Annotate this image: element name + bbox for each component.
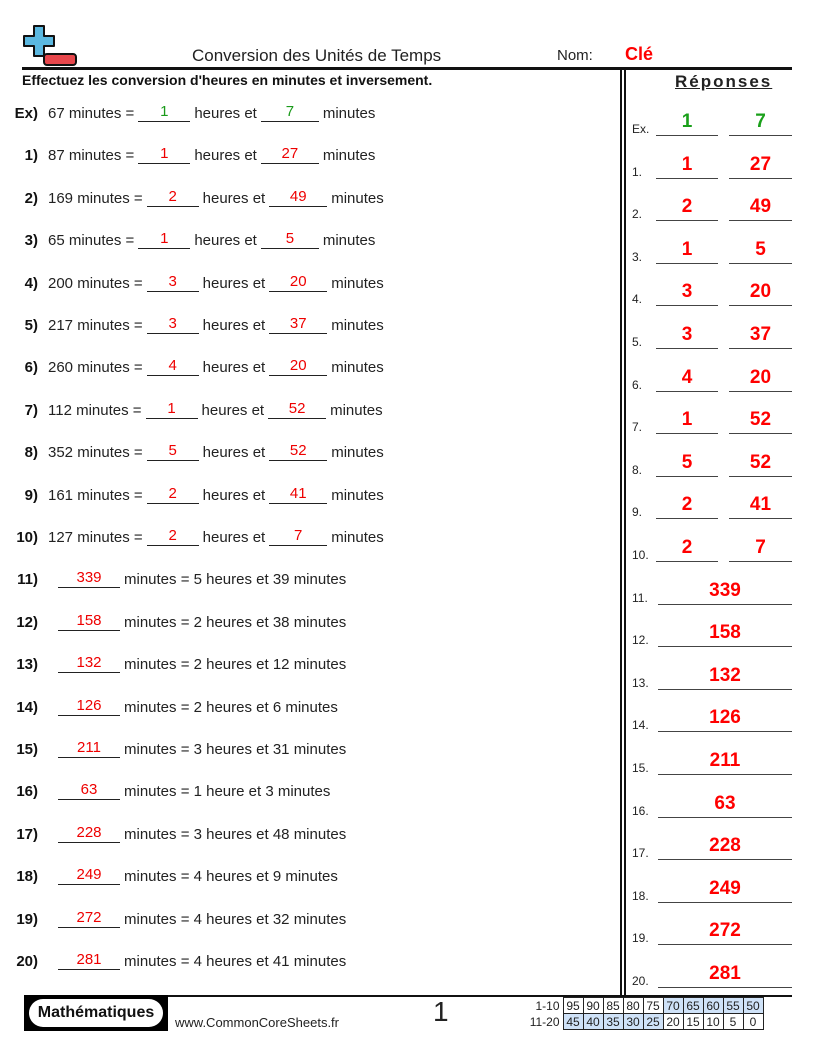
score-cell: 65 — [683, 998, 703, 1014]
problem-number: 17) — [16, 825, 38, 843]
page-number: 1 — [433, 996, 449, 1027]
problem-number: 1) — [24, 147, 38, 165]
answer-row — [632, 830, 792, 860]
hours-answer-blank[interactable]: 5 — [147, 441, 199, 461]
answer-label: 6. — [632, 377, 643, 392]
minutes-equals-label: minutes = — [68, 105, 135, 122]
hours-and-label: heures et — [202, 529, 266, 546]
hours-and-label: heures et — [202, 317, 266, 334]
hours-answer-blank[interactable]: 4 — [147, 356, 199, 376]
problem-number: 8) — [24, 444, 38, 462]
answer-row — [632, 149, 792, 179]
minutes-label: minutes — [331, 444, 384, 462]
score-cell: 60 — [703, 998, 723, 1014]
hours-and-label: heures et — [202, 274, 266, 292]
score-cell: 40 — [583, 1014, 603, 1030]
total-minutes-answer-blank[interactable]: 249 — [58, 865, 120, 885]
given-minutes: 87 — [48, 147, 65, 165]
answer-row — [632, 575, 792, 605]
hours-answer-blank[interactable]: 3 — [147, 314, 199, 334]
answer-hours: 2 — [656, 493, 718, 519]
score-row — [525, 998, 763, 1014]
answer-total-minutes: 158 — [658, 621, 792, 647]
problem-number: 14) — [16, 698, 38, 716]
answer-hours: 5 — [656, 451, 718, 477]
minutes-label: minutes — [322, 232, 376, 250]
given-minutes: 169 — [48, 189, 74, 207]
answer-hours: 3 — [656, 323, 718, 349]
minutes-answer-blank[interactable]: 20 — [269, 356, 327, 376]
hours-answer-blank[interactable]: 1 — [138, 229, 190, 249]
hours-answer-blank[interactable]: 1 — [146, 399, 198, 419]
problem-text: minutes = 5 heures et 39 minutes — [124, 571, 347, 589]
problem-number: 10) — [16, 529, 38, 546]
minutes-answer-blank[interactable]: 49 — [269, 187, 327, 207]
problem-row — [0, 395, 383, 419]
score-cell: 25 — [643, 1014, 663, 1030]
problem-number: 20) — [16, 953, 38, 970]
minutes-label: minutes — [331, 189, 384, 207]
answer-example — [632, 106, 792, 136]
answer-label: Ex. — [632, 122, 650, 136]
answer-minutes: 20 — [729, 366, 792, 392]
problem-number: 9) — [24, 486, 38, 504]
problem-text: minutes = 3 heures et 48 minutes — [124, 825, 347, 843]
problem-row — [0, 776, 330, 800]
hours-answer-blank[interactable]: 2 — [147, 187, 199, 207]
problem-number: 12) — [16, 613, 38, 631]
answer-row — [632, 191, 792, 221]
minutes-answer-blank[interactable]: 27 — [261, 144, 319, 164]
problem-row — [0, 692, 338, 716]
problem-number: 3) — [24, 232, 38, 250]
answer-label: 19. — [632, 931, 649, 946]
answer-label: 8. — [632, 462, 643, 477]
score-cell: 10 — [703, 1014, 723, 1030]
hours-and-label: heures et — [202, 444, 266, 462]
answer-label: 3. — [632, 249, 643, 264]
problem-number: 15) — [16, 741, 38, 758]
problem-number: 7) — [24, 401, 38, 419]
answer-label: 1. — [632, 164, 643, 179]
answer-hours: 2 — [656, 195, 718, 221]
hours-answer-blank[interactable]: 2 — [147, 526, 199, 546]
problem-row — [0, 183, 384, 207]
hours-answer-blank[interactable]: 2 — [147, 484, 199, 504]
answer-label: 13. — [632, 675, 649, 690]
score-range-label: 11-20 — [529, 1014, 560, 1029]
minutes-equals-label: minutes = — [77, 486, 143, 504]
score-cell: 95 — [563, 998, 583, 1014]
answer-row — [632, 532, 792, 562]
problem-number: 2) — [24, 189, 38, 207]
answer-total-minutes: 126 — [658, 706, 792, 732]
total-minutes-answer-blank[interactable]: 132 — [58, 653, 120, 673]
answer-row — [632, 617, 792, 647]
answer-hours: 1 — [656, 153, 718, 179]
answer-hours: 1 — [656, 238, 718, 264]
minutes-equals-label: minutes = — [77, 189, 143, 207]
problem-row — [0, 861, 338, 885]
score-cell: 70 — [663, 998, 683, 1014]
problem-row — [0, 819, 346, 843]
total-minutes-answer-blank[interactable]: 228 — [58, 823, 120, 843]
worksheet-title: Conversion des Unités de Temps — [192, 46, 442, 65]
minutes-label: minutes — [331, 486, 384, 504]
problem-number: Ex) — [14, 105, 38, 122]
answer-row — [632, 915, 792, 945]
score-table — [525, 997, 764, 1030]
score-cell: 85 — [603, 998, 623, 1014]
answer-row — [632, 447, 792, 477]
hours-and-label: heures et — [202, 189, 266, 207]
given-minutes: 127 — [48, 529, 74, 546]
total-minutes-answer-blank[interactable]: 281 — [58, 950, 120, 970]
problem-text: minutes = 1 heure et 3 minutes — [124, 783, 331, 801]
minutes-label: minutes — [322, 105, 376, 122]
instructions: Effectuez les conversion d'heures en minutes et inversement. — [22, 72, 433, 88]
answer-hours: 1 — [656, 110, 718, 136]
problem-number: 16) — [16, 783, 38, 801]
total-minutes-answer-blank[interactable]: 126 — [58, 696, 120, 716]
problem-text: minutes = 2 heures et 38 minutes — [124, 613, 347, 631]
score-cell: 20 — [663, 1014, 683, 1030]
problem-number: 18) — [16, 868, 38, 886]
name-label: Nom: — [557, 47, 593, 64]
hours-and-label: heures et — [194, 105, 257, 122]
answer-label: 18. — [632, 888, 649, 903]
score-cell: 30 — [623, 1014, 643, 1030]
problem-row — [0, 140, 375, 164]
minutes-answer-blank[interactable]: 20 — [269, 272, 327, 292]
problem-row — [0, 649, 346, 673]
score-cell: 5 — [723, 1014, 743, 1030]
answer-minutes: 7 — [729, 536, 792, 562]
given-minutes: 161 — [48, 486, 74, 504]
answer-row — [632, 660, 792, 690]
answer-row — [632, 404, 792, 434]
minutes-answer-blank[interactable]: 41 — [269, 484, 327, 504]
answer-label: 12. — [632, 633, 649, 648]
answer-label: 14. — [632, 718, 649, 733]
answer-hours: 3 — [656, 280, 718, 306]
answer-hours: 1 — [656, 408, 718, 434]
problem-row — [0, 352, 384, 376]
minutes-equals-label: minutes = — [68, 147, 135, 165]
answer-label: 17. — [632, 846, 649, 861]
problem-text: minutes = 3 heures et 31 minutes — [124, 741, 347, 758]
problem-text: minutes = 2 heures et 12 minutes — [124, 656, 347, 674]
answer-total-minutes: 339 — [658, 579, 792, 605]
score-cell: 80 — [623, 998, 643, 1014]
total-minutes-answer-blank[interactable]: 339 — [58, 568, 120, 588]
answer-row — [632, 234, 792, 264]
hours-and-label: heures et — [202, 486, 266, 504]
answer-row — [632, 958, 792, 988]
problem-text: minutes = 4 heures et 32 minutes — [124, 910, 347, 928]
score-cell: 15 — [683, 1014, 703, 1030]
given-minutes: 67 — [48, 105, 65, 122]
given-minutes: 65 — [48, 232, 65, 250]
minutes-equals-label: minutes = — [77, 317, 143, 334]
minutes-answer-blank[interactable]: 5 — [261, 229, 319, 249]
score-cell: 0 — [743, 1014, 763, 1030]
answer-minutes: 20 — [729, 280, 792, 306]
hours-answer-blank[interactable]: 1 — [138, 144, 190, 164]
problem-row — [0, 904, 346, 928]
subject-badge: Mathématiques — [29, 999, 163, 1027]
problem-row — [0, 734, 346, 758]
answer-row — [632, 319, 792, 349]
problem-number: 13) — [16, 656, 38, 674]
answer-total-minutes: 63 — [658, 792, 792, 818]
minutes-label: minutes — [331, 359, 384, 377]
given-minutes: 352 — [48, 444, 74, 462]
answer-label: 4. — [632, 292, 643, 307]
logo-icon — [22, 24, 80, 68]
problem-row — [0, 310, 384, 334]
answer-label: 10. — [632, 548, 649, 562]
problem-text: minutes = 2 heures et 6 minutes — [124, 698, 338, 716]
score-cell: 50 — [743, 998, 763, 1014]
minutes-label: minutes — [322, 147, 376, 165]
minutes-equals-label: minutes = — [77, 274, 143, 292]
score-cell: 90 — [583, 998, 603, 1014]
minutes-equals-label: minutes = — [68, 232, 135, 250]
answer-total-minutes: 249 — [658, 877, 792, 903]
answer-row — [632, 276, 792, 306]
minutes-label: minutes — [331, 317, 384, 334]
answer-minutes: 27 — [729, 153, 792, 179]
header-rule — [22, 67, 792, 70]
answer-row — [632, 489, 792, 519]
total-minutes-answer-blank[interactable]: 63 — [58, 780, 120, 800]
name-value: Clé — [625, 44, 654, 64]
problem-row — [0, 564, 346, 588]
minutes-answer-blank[interactable]: 52 — [268, 399, 326, 419]
answer-row — [632, 788, 792, 818]
answer-row — [632, 362, 792, 392]
hours-answer-blank[interactable]: 3 — [147, 272, 199, 292]
answer-total-minutes: 281 — [658, 962, 792, 988]
answer-label: 16. — [632, 803, 649, 818]
answer-label: 2. — [632, 207, 643, 222]
problem-row — [0, 437, 384, 461]
answer-row — [632, 745, 792, 775]
problem-number: 5) — [24, 317, 38, 334]
hours-answer-blank[interactable]: 1 — [138, 102, 190, 122]
site-url: www.CommonCoreSheets.fr — [175, 1015, 339, 1030]
answer-label: 11. — [632, 590, 648, 605]
answer-row — [632, 873, 792, 903]
hours-and-label: heures et — [202, 359, 266, 377]
column-divider — [620, 68, 626, 996]
hours-and-label: heures et — [194, 232, 257, 250]
answer-minutes: 37 — [729, 323, 792, 349]
problem-row — [0, 946, 346, 970]
minutes-answer-blank[interactable]: 7 — [261, 102, 319, 122]
answer-row — [632, 702, 792, 732]
answer-minutes: 52 — [729, 451, 792, 477]
answer-minutes: 41 — [729, 493, 792, 519]
minutes-answer-blank[interactable]: 7 — [269, 526, 327, 546]
problem-row — [0, 607, 346, 631]
minutes-equals-label: minutes = — [76, 401, 142, 419]
answer-hours: 2 — [656, 536, 718, 562]
given-minutes: 260 — [48, 359, 74, 377]
answer-total-minutes: 228 — [658, 834, 792, 860]
example-problem — [0, 98, 375, 122]
answer-label: 5. — [632, 335, 643, 349]
score-cell: 35 — [603, 1014, 623, 1030]
minutes-equals-label: minutes = — [77, 444, 143, 462]
minutes-label: minutes — [331, 529, 384, 546]
total-minutes-answer-blank[interactable]: 158 — [58, 611, 120, 631]
problem-number: 4) — [24, 274, 38, 292]
minutes-label: minutes — [331, 274, 384, 292]
minutes-answer-blank[interactable]: 52 — [269, 441, 327, 461]
minutes-answer-blank[interactable]: 37 — [269, 314, 327, 334]
score-cell: 55 — [723, 998, 743, 1014]
answer-label: 7. — [632, 420, 643, 435]
answer-minutes: 7 — [729, 110, 792, 136]
answer-label: 9. — [632, 505, 643, 520]
hours-and-label: heures et — [194, 147, 257, 165]
answer-hours: 4 — [656, 366, 718, 392]
score-cell: 45 — [563, 1014, 583, 1030]
answer-total-minutes: 211 — [658, 749, 792, 775]
answers-title: Réponses — [675, 72, 773, 91]
minutes-label: minutes — [330, 401, 383, 419]
given-minutes: 200 — [48, 274, 74, 292]
score-row — [525, 1014, 763, 1030]
problem-row — [0, 268, 384, 292]
problem-row — [0, 522, 384, 546]
problem-row — [0, 480, 384, 504]
answer-total-minutes: 132 — [658, 664, 792, 690]
problem-text: minutes = 4 heures et 41 minutes — [124, 953, 347, 970]
answer-label: 15. — [632, 761, 649, 775]
problem-row — [0, 225, 375, 249]
hours-and-label: heures et — [201, 401, 265, 419]
problem-text: minutes = 4 heures et 9 minutes — [124, 868, 338, 886]
minutes-equals-label: minutes = — [77, 529, 143, 546]
given-minutes: 112 — [48, 401, 72, 419]
answer-minutes: 5 — [729, 238, 792, 264]
problem-number: 11) — [17, 571, 38, 589]
answer-minutes: 52 — [729, 408, 792, 434]
given-minutes: 217 — [48, 317, 74, 334]
problem-number: 19) — [16, 910, 38, 928]
answer-minutes: 49 — [729, 195, 792, 221]
answer-label: 20. — [632, 974, 649, 988]
problem-number: 6) — [24, 359, 38, 377]
answer-total-minutes: 272 — [658, 919, 792, 945]
total-minutes-answer-blank[interactable]: 272 — [58, 908, 120, 928]
minutes-equals-label: minutes = — [77, 359, 143, 377]
score-cell: 75 — [643, 998, 663, 1014]
score-range-label: 1-10 — [535, 998, 560, 1013]
total-minutes-answer-blank[interactable]: 211 — [58, 738, 120, 758]
